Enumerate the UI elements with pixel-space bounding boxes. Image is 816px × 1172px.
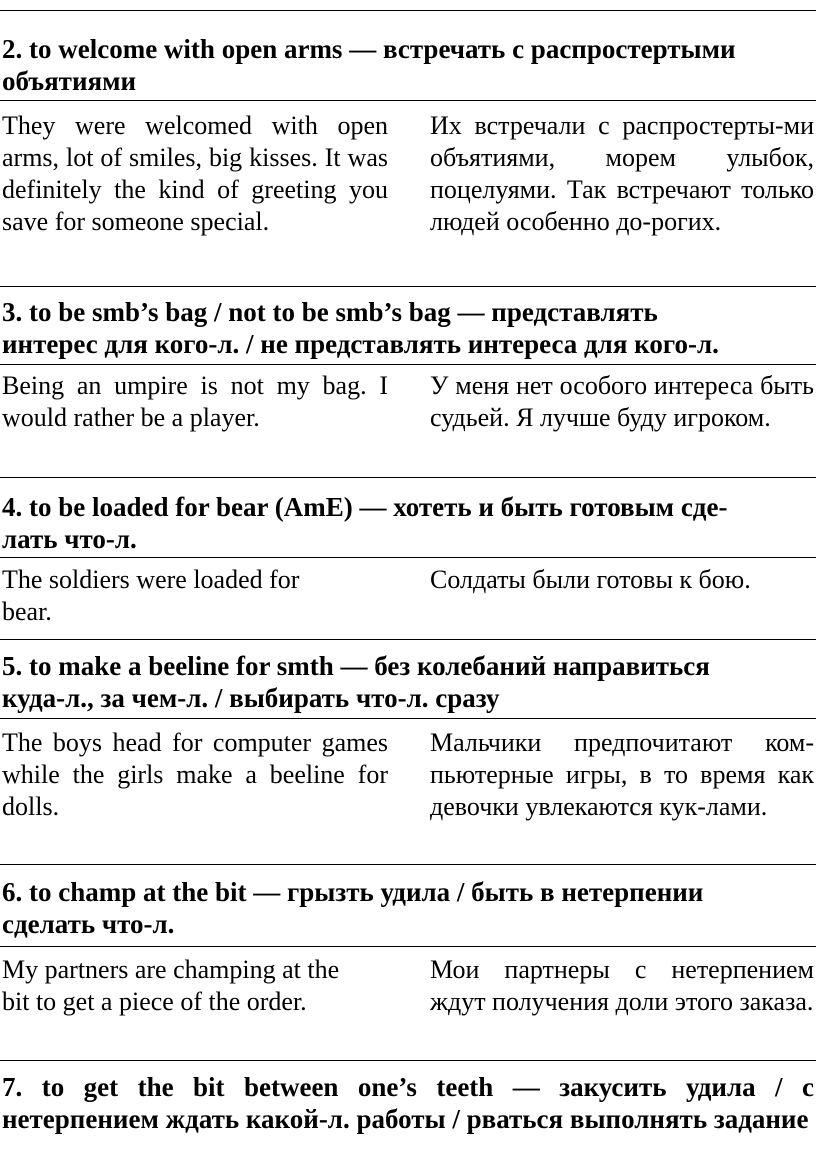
entry-5-russian: Мальчики предпочитают ком-пьютерные игры, в то время как девочки увлекаются кук-лами. [430, 728, 814, 821]
divider [0, 639, 816, 640]
entry-4-russian: Солдаты были готовы к бою. [430, 565, 751, 594]
entry-heading-line: сделать что-л. [2, 909, 175, 939]
divider [0, 718, 816, 719]
entry-heading-line: интерес для кого-л. / не представлять интереса для кого-л. [2, 329, 719, 359]
entry-5-heading [2, 650, 814, 714]
divider [0, 100, 816, 101]
divider [0, 286, 816, 287]
entry-6-heading [2, 876, 814, 940]
entry-heading-text: 7. to get the bit between one’s teeth — закусить удила / с нетерпением ждать какой-л. работы / рваться выполнять задание [2, 1072, 814, 1134]
divider [0, 946, 816, 947]
divider [0, 10, 816, 11]
entry-7-heading [2, 1071, 814, 1135]
entry-3-english: Being an umpire is not my bag. I would rather be a player. [2, 371, 388, 432]
entry-5-english: The boys head for computer games while the girls make a beeline for dolls. [2, 728, 388, 821]
entry-4-heading [2, 491, 814, 555]
entry-2-russian: Их встречали с распростерты-ми объятиями, морем улыбок, поцелуями. Так встречают только людей особенно до-рогих. [430, 111, 814, 236]
entry-heading-line: 4. to be loaded for bear (AmE) — хотеть и быть готовым сде- [2, 492, 728, 522]
entry-2-heading [2, 33, 814, 97]
entry-2-english: They were welcomed with open arms, lot of smiles, big kisses. It was definitely the kind of greeting you save for someone special. [2, 111, 388, 236]
entry-heading-line: 6. to champ at the bit — грызть удила / быть в нетерпении [2, 877, 704, 907]
entry-heading-line: лать что-л. [2, 524, 137, 554]
entry-3-russian: У меня нет особого интереса быть судьей. Я лучше буду игроком. [430, 371, 814, 432]
entry-6-russian: Мои партнеры с нетерпением ждут получения доли этого заказа. [430, 955, 814, 1016]
entry-3-heading [2, 296, 814, 360]
entry-heading-line: куда-л., за чем-л. / выбирать что-л. сразу [2, 683, 500, 713]
entry-heading-line: 5. to make a beeline for smth — без колебаний направиться [2, 651, 710, 681]
divider [0, 557, 816, 558]
entry-4-english: The soldiers were loaded for bear. [2, 565, 300, 626]
divider [0, 864, 816, 865]
divider [0, 364, 816, 365]
divider [0, 477, 816, 478]
entry-heading-line: 3. to be smb’s bag / not to be smb’s bag — представлять [2, 297, 658, 327]
entry-heading-line: 2. to welcome with open arms — встречать с распростертыми [2, 34, 736, 64]
entry-6-english: My partners are champing at the bit to get a piece of the order. [2, 955, 340, 1016]
divider [0, 1060, 816, 1061]
entry-heading-line: объятиями [2, 66, 137, 96]
